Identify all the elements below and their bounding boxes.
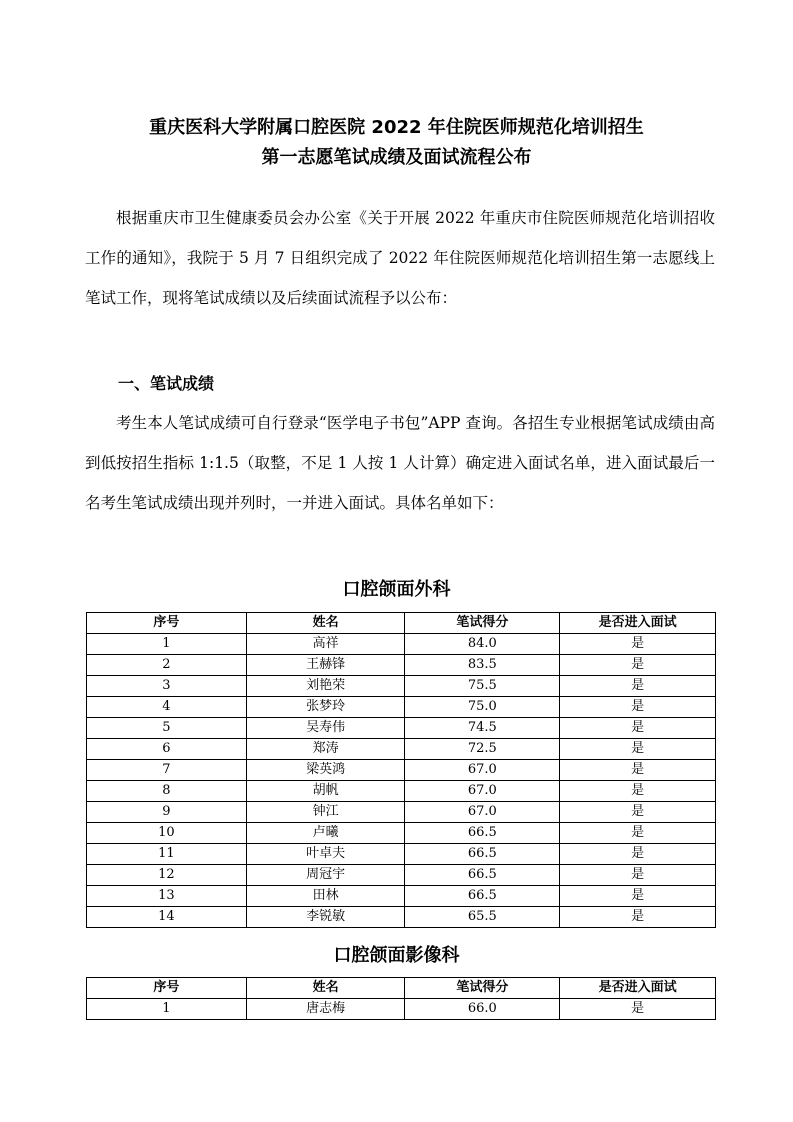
intro-paragraph bbox=[85, 198, 715, 318]
table-row bbox=[87, 781, 716, 802]
cell-interview: 是 bbox=[560, 907, 716, 928]
cell-interview: 是 bbox=[560, 886, 716, 907]
cell-interview: 是 bbox=[560, 760, 716, 781]
cell-index: 3 bbox=[87, 676, 247, 697]
table2-header-row bbox=[87, 978, 716, 999]
cell-interview: 是 bbox=[560, 802, 716, 823]
cell-index: 5 bbox=[87, 718, 247, 739]
cell-score: 66.0 bbox=[405, 999, 560, 1020]
cell-index: 2 bbox=[87, 655, 247, 676]
table-row bbox=[87, 886, 716, 907]
table-row bbox=[87, 655, 716, 676]
table1-header-row bbox=[87, 613, 716, 634]
document-title-line2: 第一志愿笔试成绩及面试流程公布 bbox=[261, 147, 532, 168]
cell-interview: 是 bbox=[560, 865, 716, 886]
cell-score: 67.0 bbox=[405, 802, 560, 823]
cell-score: 75.0 bbox=[405, 697, 560, 718]
table-row bbox=[87, 907, 716, 928]
cell-name: 高祥 bbox=[246, 634, 405, 655]
col-header-index: 序号 bbox=[87, 978, 247, 999]
table-row bbox=[87, 865, 716, 886]
cell-interview: 是 bbox=[560, 781, 716, 802]
cell-interview: 是 bbox=[560, 655, 716, 676]
section1-heading: 一、笔试成绩 bbox=[118, 374, 215, 393]
cell-interview: 是 bbox=[560, 718, 716, 739]
col-header-interview: 是否进入面试 bbox=[560, 613, 716, 634]
cell-score: 83.5 bbox=[405, 655, 560, 676]
intro-text: 根据重庆市卫生健康委员会办公室《关于开展 2022 年重庆市住院医师规范化培训招收工作的通知》，我院于 5 月 7 日组织完成了 2022 年住院医师规范化培训招生第一志愿线上笔试工作，现将笔试成绩以及后续面试流程予以公布： bbox=[85, 209, 715, 307]
col-header-score: 笔试得分 bbox=[405, 613, 560, 634]
cell-name: 张梦玲 bbox=[246, 697, 405, 718]
cell-name: 田林 bbox=[246, 886, 405, 907]
cell-score: 66.5 bbox=[405, 844, 560, 865]
cell-interview: 是 bbox=[560, 999, 716, 1020]
table1-title: 口腔颌面外科 bbox=[342, 579, 451, 600]
col-header-score: 笔试得分 bbox=[405, 978, 560, 999]
table-row bbox=[87, 697, 716, 718]
cell-index: 13 bbox=[87, 886, 247, 907]
cell-index: 11 bbox=[87, 844, 247, 865]
cell-index: 10 bbox=[87, 823, 247, 844]
cell-name: 郑涛 bbox=[246, 739, 405, 760]
col-header-index: 序号 bbox=[87, 613, 247, 634]
cell-name: 周冠宇 bbox=[246, 865, 405, 886]
cell-score: 66.5 bbox=[405, 823, 560, 844]
cell-name: 王赫锋 bbox=[246, 655, 405, 676]
cell-name: 卢曦 bbox=[246, 823, 405, 844]
cell-name: 梁英鸿 bbox=[246, 760, 405, 781]
cell-score: 75.5 bbox=[405, 676, 560, 697]
cell-interview: 是 bbox=[560, 697, 716, 718]
section1-paragraph bbox=[85, 403, 715, 523]
cell-score: 65.5 bbox=[405, 907, 560, 928]
table-row bbox=[87, 676, 716, 697]
cell-name: 叶卓夫 bbox=[246, 844, 405, 865]
cell-index: 7 bbox=[87, 760, 247, 781]
cell-score: 66.5 bbox=[405, 886, 560, 907]
cell-interview: 是 bbox=[560, 844, 716, 865]
table-row bbox=[87, 634, 716, 655]
cell-score: 72.5 bbox=[405, 739, 560, 760]
cell-name: 唐志梅 bbox=[246, 999, 405, 1020]
cell-score: 84.0 bbox=[405, 634, 560, 655]
cell-name: 钟江 bbox=[246, 802, 405, 823]
table2-imaging bbox=[86, 977, 716, 1020]
cell-score: 66.5 bbox=[405, 865, 560, 886]
table-row bbox=[87, 718, 716, 739]
table2-title: 口腔颌面影像科 bbox=[333, 945, 460, 966]
table-row bbox=[87, 844, 716, 865]
cell-index: 9 bbox=[87, 802, 247, 823]
cell-index: 1 bbox=[87, 999, 247, 1020]
cell-index: 6 bbox=[87, 739, 247, 760]
col-header-interview: 是否进入面试 bbox=[560, 978, 716, 999]
cell-interview: 是 bbox=[560, 676, 716, 697]
cell-score: 74.5 bbox=[405, 718, 560, 739]
cell-name: 吴寿伟 bbox=[246, 718, 405, 739]
cell-index: 8 bbox=[87, 781, 247, 802]
cell-score: 67.0 bbox=[405, 781, 560, 802]
cell-interview: 是 bbox=[560, 634, 716, 655]
document-title-line1: 重庆医科大学附属口腔医院 2022 年住院医师规范化培训招生 bbox=[149, 117, 644, 138]
cell-interview: 是 bbox=[560, 823, 716, 844]
table-row bbox=[87, 999, 716, 1020]
cell-index: 12 bbox=[87, 865, 247, 886]
cell-name: 刘艳荣 bbox=[246, 676, 405, 697]
cell-name: 李锐敏 bbox=[246, 907, 405, 928]
cell-index: 14 bbox=[87, 907, 247, 928]
table-row bbox=[87, 760, 716, 781]
cell-index: 1 bbox=[87, 634, 247, 655]
cell-name: 胡帆 bbox=[246, 781, 405, 802]
table-row bbox=[87, 802, 716, 823]
table1-surgery bbox=[86, 612, 716, 928]
table-row bbox=[87, 739, 716, 760]
cell-index: 4 bbox=[87, 697, 247, 718]
col-header-name: 姓名 bbox=[246, 978, 405, 999]
table-row bbox=[87, 823, 716, 844]
col-header-name: 姓名 bbox=[246, 613, 405, 634]
cell-score: 67.0 bbox=[405, 760, 560, 781]
cell-interview: 是 bbox=[560, 739, 716, 760]
section1-text: 考生本人笔试成绩可自行登录“医学电子书包”APP 查询。各招生专业根据笔试成绩由高到低按招生指标 1:1.5（取整，不足 1 人按 1 人计算）确定进入面试名单，进入面试最后一名考生笔试成绩出现并列时，一并进入面试。具体名单如下： bbox=[85, 414, 715, 512]
